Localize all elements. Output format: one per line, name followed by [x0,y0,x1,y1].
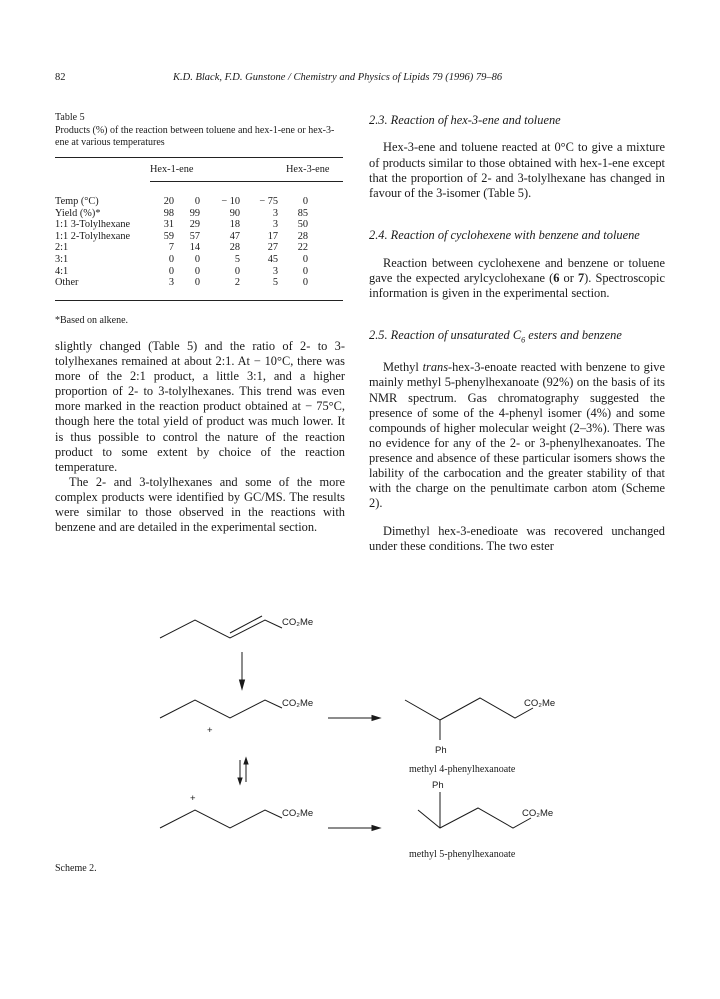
co2me-label-3: CO₂Me [282,808,314,819]
table-row [55,208,345,220]
table-row [55,196,345,208]
table-cell: 99 [189,207,200,219]
table-cell: 90 [229,207,240,219]
table-cell: 0 [194,196,200,207]
table-cell: 85 [297,207,308,219]
row-label: 4:1 [55,265,69,277]
ph-label-2: Ph [432,780,444,791]
paragraph: slightly changed (Table 5) and the ratio of 2- to 3-tolylhexanes remained at about 2:1. At − 10°C, there was more of the 2:1 product, a little 3:1, and a higher proportion of 2- to 3-tolylhexanes. This trend was even more marked in the reaction product obtained at − 75°C, though here the total yield of product was much lower. It is thus possible to control the nature of the reaction product to some extent by choice of the reaction temperature. [55,339,345,474]
table-top-rule [55,157,343,158]
page-number: 82 [55,72,66,83]
table-cell: 0 [302,265,308,277]
section-title-2-4: 2.4. Reaction of cyclohexene with benzene and toluene [369,228,640,243]
table-cell: 17 [267,230,278,242]
table-cell: 28 [229,242,240,254]
table-cell: 31 [163,219,174,231]
paragraph: Reaction between cyclohexene and benzene or toluene gave the expected arylcyclohexane (6 or 7). Spectroscopic information is given in the experimental section. [369,255,665,300]
cation-chain [160,700,282,718]
table-cell: − 10 [221,196,240,207]
product1-chain [405,698,533,720]
table-cell: 3 [272,219,278,231]
table-row [55,231,345,243]
row-label: 2:1 [55,242,69,254]
compound-name-2: methyl 5-phenylhexanoate [409,849,516,860]
arrow-down-head [240,680,245,689]
ph-label-1: Ph [435,745,447,756]
equilibrium-head-up [244,758,248,764]
section-title-2-3: 2.3. Reaction of hex-3-ene and toluene [369,113,561,127]
table-cell: 27 [267,242,278,254]
table-cell: 28 [297,230,308,242]
table-cell: 3 [168,277,174,289]
co2me-label-5: CO₂Me [522,808,554,819]
paragraph: The 2- and 3-tolylhexanes and some of the more complex products were identified by GC/MS. The results were similar to those observed in the reactions with benzene and are detailed in the experimental section. [55,474,345,535]
right-column-text [369,113,665,566]
table-label: Table 5 [55,112,85,123]
table-5 [55,196,345,289]
table-caption: Products (%) of the reaction between toluene and hex-1-ene or hex-3-ene at various temperatures [55,125,335,148]
hexenoate-chain [160,620,282,638]
table-cell: 0 [234,265,240,277]
row-label: 1:1 3-Tolylhexane [55,219,131,231]
table-cell: 0 [194,253,200,265]
row-label: Yield (%)* [55,207,101,219]
row-label: 3:1 [55,253,69,265]
table-bottom-rule [55,300,343,301]
co2me-label-1: CO₂Me [282,617,314,628]
table-cell: 50 [297,219,308,231]
co2me-label-2: CO₂Me [282,698,314,709]
table-cell: 3 [272,265,278,277]
table-cell: 0 [194,277,200,289]
table-cell: 0 [302,253,308,265]
table-row [55,242,345,254]
cation2-chain [160,810,282,828]
scheme-label: Scheme 2. [55,863,97,874]
table-cell: 18 [229,219,240,231]
co2me-label-4: CO₂Me [524,698,556,709]
table-cell: 0 [302,277,308,289]
table-cell: 47 [229,230,240,242]
table-row [55,266,345,278]
table-cell: 3 [272,207,278,219]
section-title-2-5: 2.5. Reaction of unsaturated $C_6$ esters and benzene [369,328,622,345]
table-cell: 5 [234,253,240,265]
table-cell: − 75 [259,196,278,207]
table-cell: 2 [234,277,240,289]
product2-chain [418,808,531,828]
paragraph: Hex-3-ene and toluene reacted at 0°C to give a mixture of products similar to those obtained with hex-1-ene except that the proportion of 2- and 3-tolylhexane has changed in favour of the 3-isomer (Table 5). [369,140,665,200]
table-group-rule [150,181,343,182]
table-cell: 0 [168,253,174,265]
col-group-hex3: Hex-3-ene [286,164,330,175]
running-head: K.D. Black, F.D. Gunstone / Chemistry and Physics of Lipids 79 (1996) 79–86 [173,72,503,83]
row-label: Temp (°C) [55,196,99,207]
cation-plus-1: + [207,725,213,736]
table-cell: 14 [189,242,200,254]
row-label: Other [55,277,79,289]
table-cell: 57 [189,230,200,242]
table-cell: 22 [297,242,308,254]
reaction-arrow-2-head [372,826,380,831]
table-cell: 59 [163,230,174,242]
table-footnote: *Based on alkene. [55,315,129,326]
compound-name-1: methyl 4-phenylhexanoate [409,764,516,775]
scheme-2-drawing [0,600,720,900]
table-cell: 0 [194,265,200,277]
cation-plus-2: + [190,793,196,804]
table-cell: 98 [163,207,174,219]
table-cell: 0 [302,196,308,207]
table-cell: 0 [168,265,174,277]
left-column-text [55,339,345,535]
table-cell: 29 [189,219,200,231]
paragraph: Methyl trans-hex-3-enoate reacted with benzene to give mainly methyl 5-phenylhexanoate (92%) on the basis of its NMR spectrum. Gas chromatography suggested the presence of some of the 4-phenyl isomer (4%) and some compounds of higher molecular weight (2–3%). There was no evidence for any of the 2- or 3-phenylhexanoates. The presence and absence of these particular isomers shows the lability of the carbocation and the greater stability of that with the charge on the penultimate carbon atom (Scheme 2). [369,360,665,511]
table-row [55,219,345,231]
reaction-arrow-1-head [372,716,380,721]
table-cell: 45 [267,253,278,265]
paragraph: Dimethyl hex-3-enedioate was recovered unchanged under these conditions. The two ester [369,523,665,553]
table-cell: 5 [272,277,278,289]
row-label: 1:1 2-Tolylhexane [55,230,131,242]
table-row [55,277,345,289]
equilibrium-head-down [238,778,242,784]
table-cell: 20 [163,196,174,207]
table-cell: 7 [168,242,174,254]
col-group-hex1: Hex-1-ene [150,164,194,175]
table-row [55,254,345,266]
